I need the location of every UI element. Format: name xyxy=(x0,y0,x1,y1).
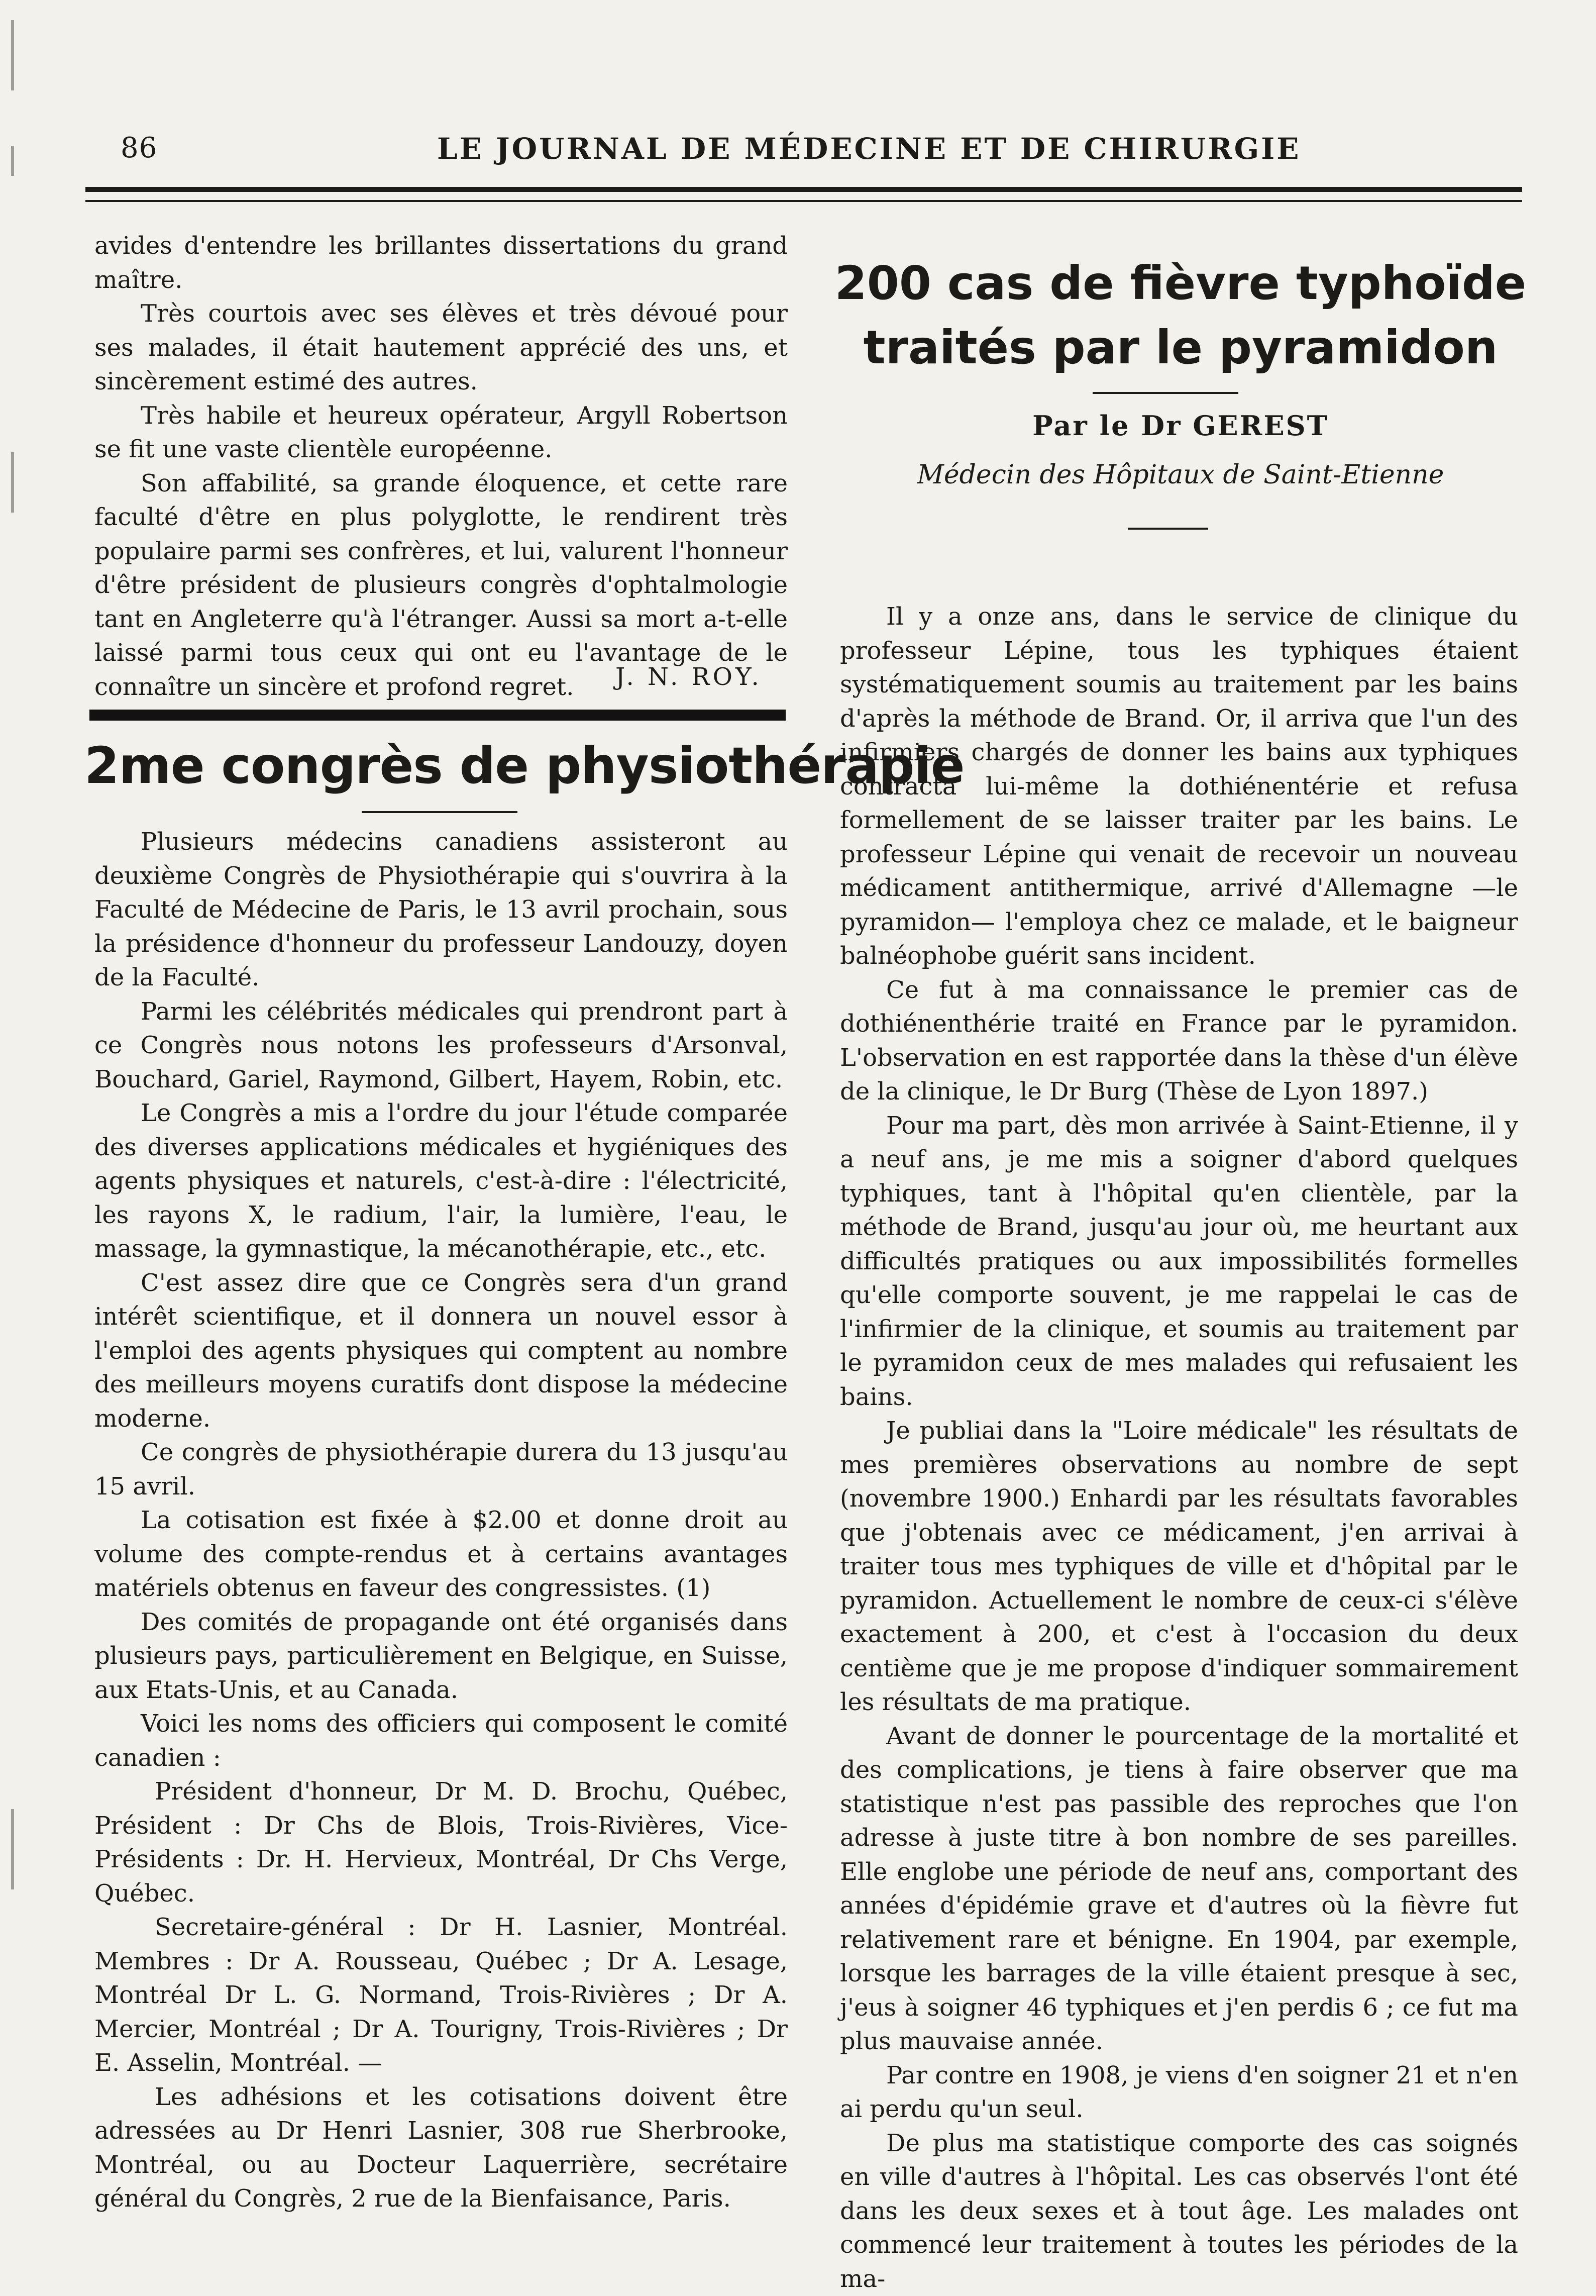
scan-margin-mark xyxy=(11,146,14,176)
paragraph: Très habile et heureux opérateur, Argyll Robertson se fit une vaste clientèle européenne. xyxy=(94,399,788,467)
paragraph: Ce fut à ma connaissance le premier cas de dothiénenthérie traité en France par le pyramidon. L'observation en est rapportée dans la thèse d'un élève de la clinique, le Dr Burg (Thèse de Lyon 1897.) xyxy=(840,973,1518,1109)
scan-margin-mark xyxy=(11,1809,14,1889)
journal-title: LE JOURNAL DE MÉDECINE ET DE CHIRURGIE xyxy=(437,132,1301,166)
author-affiliation: Médecin des Hôpitaux de Saint-Etienne xyxy=(824,460,1537,490)
paragraph: avides d'entendre les brillantes dissertations du grand maître. xyxy=(94,229,788,297)
paragraph: Très courtois avec ses élèves et très dévoué pour ses malades, il était hautement apprécié des uns, et sincèrement estimé des autres. xyxy=(94,297,788,399)
paragraph: Les adhésions et les cotisations doivent être adressées au Dr Henri Lasnier, 308 rue Sherbrooke, Montréal, ou au Docteur Laquerrière, secrétaire général du Congrès, 2 rue de la Bienfaisance, Paris. xyxy=(94,2080,788,2216)
article-byline: Par le Dr GEREST xyxy=(824,410,1537,442)
title-underline xyxy=(1093,392,1238,394)
paragraph: Ce congrès de physiothérapie durera du 13 jusqu'au 15 avril. xyxy=(94,1436,788,1504)
scan-margin-mark xyxy=(11,20,14,90)
header-rule xyxy=(85,187,1522,192)
paragraph: Voici les noms des officiers qui composent le comité canadien : xyxy=(94,1707,788,1775)
section-divider xyxy=(89,710,786,721)
paragraph: Je publiai dans la "Loire médicale" les résultats de mes premières observations au nombre de sept (novembre 1900.) Enhardi par les résultats favorables que j'obtenais avec ce médicament, j'en arrivai à traiter tous mes typhiques de ville et d'hôpital par le pyramidon. Actuellement le nombre de ceux-ci s'élève exactement à 200, et c'est à l'occasion du deux centième que je me propose d'indiquer sommairement les résultats de ma pratique. xyxy=(840,1414,1518,1720)
paragraph: Avant de donner le pourcentage de la mortalité et des complications, je tiens à faire observer que ma statistique n'est pas passible des reproches que l'on adresse à juste titre à bon nombre de ses pareilles. Elle englobe une période de neuf ans, comportant des années d'épidémie grave et d'autres où la fièvre fut relativement rare et bénigne. En 1904, par exemple, lorsque les barrages de la ville étaient presque à sec, j'eus à soigner 46 typhiques et j'en perdis 6 ; ce fut ma plus mauvaise année. xyxy=(840,1720,1518,2059)
author-signature: J. N. ROY. xyxy=(615,663,762,691)
paragraph: Président d'honneur, Dr M. D. Brochu, Québec, Président : Dr Chs de Blois, Trois-Rivières, Vice-Présidents : Dr. H. Hervieux, Montréal, Dr Chs Verge, Québec. xyxy=(94,1775,788,1911)
paragraph: C'est assez dire que ce Congrès sera d'un grand intérêt scientifique, et il donnera un nouvel essor à l'emploi des agents physiques qui comptent au nombre des meilleurs moyens curatifs dont dispose la médecine moderne. xyxy=(94,1266,788,1436)
paragraph: Secretaire-général : Dr H. Lasnier, Montréal. Membres : Dr A. Rousseau, Québec ; Dr A. Lesage, Montréal Dr L. G. Normand, Trois-Rivières ; Dr A. Mercier, Montréal ; Dr A. Tourigny, Trois-Rivières ; Dr E. Asselin, Montréal. — xyxy=(94,1911,788,2080)
paragraph: Des comités de propagande ont été organisés dans plusieurs pays, particulièrement en Belgique, en Suisse, aux Etats-Unis, et au Canada. xyxy=(94,1606,788,1708)
paragraph: Pour ma part, dès mon arrivée à Saint-Etienne, il y a neuf ans, je me mis a soigner d'abord quelques typhiques, tant à l'hôpital qu'en clientèle, par la méthode de Brand, jusqu'au jour où, me heurtant aux difficultés pratiques ou aux impossibilités formelles qu'elle comporte souvent, je me rappelai le cas de l'infirmier de la clinique, et soumis au traitement par le pyramidon ceux de mes malades qui refusaient les bains. xyxy=(840,1109,1518,1415)
congress-article-text xyxy=(94,825,788,2216)
paragraph: Le Congrès a mis a l'ordre du jour l'étude comparée des diverses applications médicales et hygiéniques des agents physiques et naturels, c'est-à-dire : l'électricité, les rayons X, le radium, l'air, la lumière, l'eau, le massage, la gymnastique, la mécanothérapie, etc., etc. xyxy=(94,1096,788,1266)
paragraph: Son affabilité, sa grande éloquence, et cette rare faculté d'être en plus polyglotte, le rendirent très populaire parmi ses confrères, et lui, valurent l'honneur d'être président de plusieurs congrès d'ophtalmologie tant en Angleterre qu'à l'étranger. Aussi sa mort a-t-elle laissé parmi tous ceux qui ont eu l'avantage de le connaître un sincère et profond regret. xyxy=(94,467,788,705)
scan-margin-mark xyxy=(11,452,14,513)
paragraph: Par contre en 1908, je viens d'en soigner 21 et n'en ai perdu qu'un seul. xyxy=(840,2059,1518,2127)
byline-underline xyxy=(1128,528,1208,530)
article-title-congress: 2me congrès de physiothérapie xyxy=(84,736,798,795)
paragraph: La cotisation est fixée à $2.00 et donne droit au volume des compte-rendus et à certains avantages matériels obtenus en faveur des congressistes. (1) xyxy=(94,1504,788,1606)
paragraph: Plusieurs médecins canadiens assisteront au deuxième Congrès de Physiothérapie qui s'ouvrira à la Faculté de Médecine de Paris, le 13 avril prochain, sous la présidence d'honneur du professeur Landouzy, doyen de la Faculté. xyxy=(94,825,788,995)
article-title-typhoid: 200 cas de fièvre typhoïde traités par le pyramidon xyxy=(824,251,1537,380)
page-number: 86 xyxy=(121,132,157,164)
typhoid-article-text xyxy=(840,600,1518,2296)
paragraph: Il y a onze ans, dans le service de clinique du professeur Lépine, tous les typhiques étaient systématiquement soumis au traitement par les bains d'après la méthode de Brand. Or, il arriva que l'un des infirmiers chargés de donner les bains aux typhiques contracta lui-même la dothiénentérie et refusa formellement de se laisser traiter par les bains. Le professeur Lépine qui venait de recevoir un nouveau médicament antithermique, arrivé d'Allemagne —le pyramidon— l'employa chez ce malade, et le baigneur balnéophobe guérit sans incident. xyxy=(840,600,1518,973)
obituary-text xyxy=(94,229,788,704)
header-rule-thin xyxy=(85,200,1522,202)
paragraph: Parmi les célébrités médicales qui prendront part à ce Congrès nous notons les professeurs d'Arsonval, Bouchard, Gariel, Raymond, Gilbert, Hayem, Robin, etc. xyxy=(94,995,788,1097)
paragraph: De plus ma statistique comporte des cas soignés en ville d'autres à l'hôpital. Les cas observés l'ont été dans les deux sexes et à tout âge. Les malades ont commencé leur traitement à toutes les périodes de la ma- xyxy=(840,2127,1518,2296)
title-underline xyxy=(362,811,517,813)
